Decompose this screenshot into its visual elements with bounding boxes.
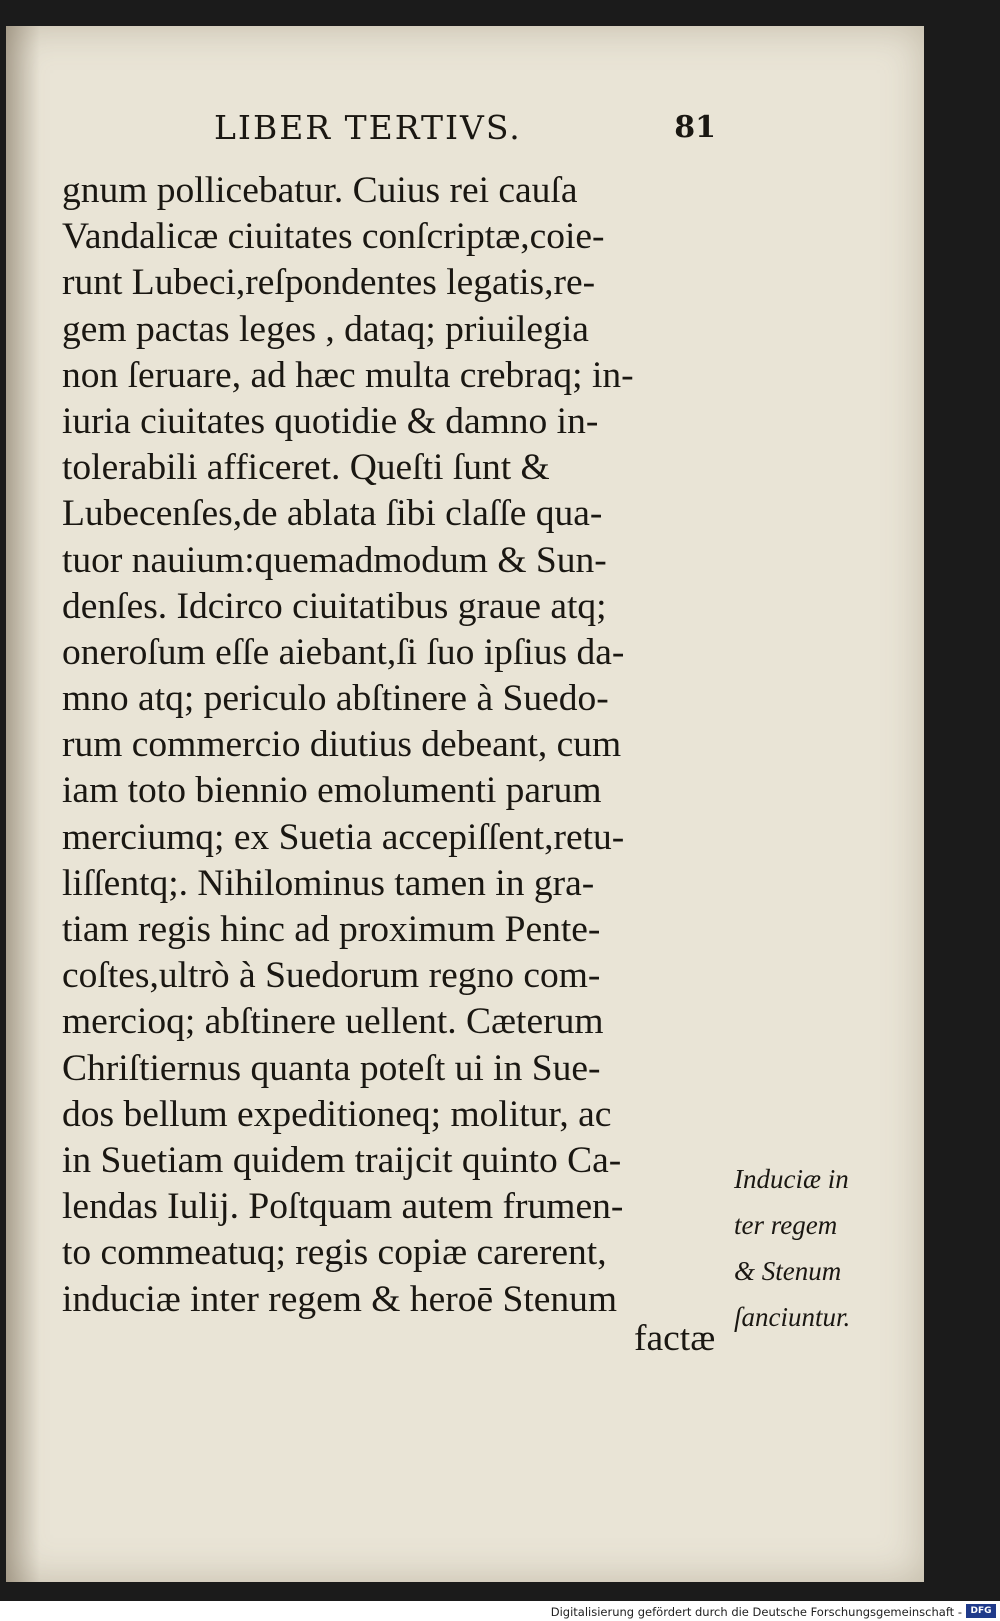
marginal-note-line: ſanciuntur. (734, 1302, 851, 1332)
text-line: non ſeruare, ad hæc multa crebraq; in- (62, 354, 634, 396)
catchword: factæ (634, 1318, 716, 1359)
text-line: liſſentq;. Nihilominus tamen in gra- (62, 862, 595, 904)
text-line: lendas Iulij. Poſtquam autem frumen- (62, 1186, 624, 1228)
text-line: gem pactas leges , dataq; priuilegia (62, 308, 589, 350)
text-line: Lubecenſes,de ablata ſibi claſſe qua- (62, 493, 603, 535)
text-line: coſtes,ultrò à Suedorum regno com- (62, 955, 601, 997)
book-page (6, 26, 924, 1582)
folio-number: 81 (674, 110, 716, 145)
dfg-logo: DFG (966, 1604, 996, 1618)
text-line: dos bellum expeditioneq; molitur, ac (62, 1093, 612, 1135)
text-line: to commeatuq; regis copiæ carerent, (62, 1232, 607, 1274)
text-line: oneroſum eſſe aiebant,ſi ſuo ipſius da- (62, 631, 625, 673)
text-line: in Suetiam quidem traijcit quinto Ca- (62, 1139, 622, 1181)
footer-bar (0, 1601, 1000, 1621)
text-line: gnum pollicebatur. Cuius rei cauſa (62, 170, 578, 211)
text-line: tuor nauium:quemadmodum & Sun- (62, 539, 607, 581)
text-line: Chriſtiernus quanta poteſt ui in Sue- (62, 1047, 601, 1089)
text-line: induciæ inter regem & heroē Stenum (62, 1278, 618, 1320)
text-line: iam toto biennio emolumenti parum (62, 770, 602, 812)
text-line: mercioq; abſtinere uellent. Cæterum (62, 1001, 604, 1043)
main-text-block (62, 168, 722, 1323)
running-head: LIBER TERTIVS. (214, 108, 522, 147)
marginal-note-line: Induciæ in (734, 1164, 849, 1194)
text-line: mno atq; periculo abſtinere à Suedo- (62, 678, 609, 720)
text-line: tiam regis hinc ad proximum Pente- (62, 909, 601, 950)
marginal-note-line: ter regem (734, 1210, 838, 1240)
marginal-note (734, 1156, 884, 1340)
marginal-note-line: & Stenum (734, 1256, 842, 1286)
text-line: iuria ciuitates quotidie & damno in- (62, 400, 599, 442)
funding-credit: Digitalisierung gefördert durch die Deutsche Forschungsgemeinschaft - (550, 1605, 962, 1619)
text-line: tolerabili afficeret. Queſti ſunt & (62, 447, 550, 489)
page-header (206, 108, 716, 148)
text-line: rum commercio diutius debeant, cum (62, 724, 622, 766)
text-line: merciumq; ex Suetia accepiſſent,retu- (62, 816, 625, 858)
text-line: Vandalicæ ciuitates conſcriptæ,coie- (62, 216, 605, 258)
text-line: runt Lubeci,reſpondentes legatis,re- (62, 262, 596, 304)
text-line: denſes. Idcirco ciuitatibus graue atq; (62, 585, 607, 627)
